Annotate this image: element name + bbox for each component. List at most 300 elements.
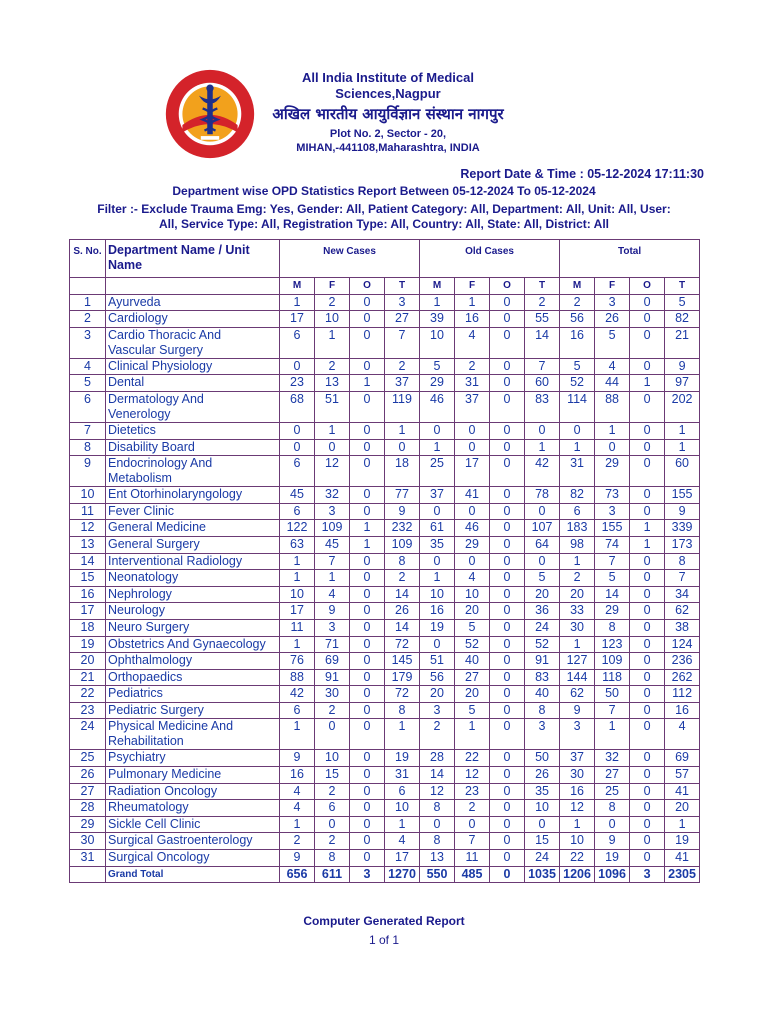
row-value: 0 [350, 850, 385, 867]
table-row [70, 391, 700, 422]
row-value: 0 [490, 375, 525, 392]
row-value: 6 [280, 702, 315, 719]
row-value: 4 [280, 783, 315, 800]
row-value: 0 [490, 750, 525, 767]
row-value: 0 [350, 767, 385, 784]
row-value: 20 [420, 686, 455, 703]
computer-generated-note: Computer Generated Report [303, 914, 465, 928]
row-value: 155 [595, 520, 630, 537]
address-line2: MIHAN,-441108,Maharashtra, INDIA [296, 142, 480, 154]
table-row [70, 850, 700, 867]
row-value: 0 [630, 586, 665, 603]
row-value: 119 [385, 391, 420, 422]
row-value: 0 [350, 422, 385, 439]
grand-total-label: Grand Total [106, 866, 280, 883]
row-value: 0 [350, 487, 385, 504]
row-value: 12 [560, 800, 595, 817]
row-value: 3 [315, 503, 350, 520]
row-value: 8 [420, 833, 455, 850]
subcol-header: T [665, 278, 700, 295]
row-value: 1 [350, 520, 385, 537]
row-value: 31 [455, 375, 490, 392]
row-value: 9 [280, 750, 315, 767]
row-value: 10 [560, 833, 595, 850]
row-value: 62 [665, 603, 700, 620]
row-value: 2 [315, 833, 350, 850]
row-value: 20 [665, 800, 700, 817]
table-row [70, 783, 700, 800]
row-value: 0 [455, 503, 490, 520]
row-sno: 10 [70, 487, 106, 504]
row-value: 8 [595, 800, 630, 817]
row-value: 8 [385, 702, 420, 719]
row-value: 56 [560, 311, 595, 328]
row-value: 2 [315, 294, 350, 311]
row-department: Neurology [106, 603, 280, 620]
address-line1: Plot No. 2, Sector - 20, [329, 128, 447, 140]
row-sno: 27 [70, 783, 106, 800]
row-value: 11 [280, 619, 315, 636]
row-value: 2 [525, 294, 560, 311]
row-value: 77 [385, 487, 420, 504]
row-department: Orthopaedics [106, 669, 280, 686]
row-value: 4 [455, 570, 490, 587]
row-value: 23 [280, 375, 315, 392]
row-value: 1 [665, 422, 700, 439]
grand-total-row [70, 866, 700, 883]
row-value: 0 [350, 570, 385, 587]
row-value: 16 [420, 603, 455, 620]
row-sno: 1 [70, 294, 106, 311]
row-value: 0 [350, 833, 385, 850]
row-value: 2 [560, 570, 595, 587]
table-row [70, 719, 700, 750]
row-value: 0 [490, 311, 525, 328]
row-department: Clinical Physiology [106, 358, 280, 375]
row-value: 0 [420, 636, 455, 653]
table-row [70, 327, 700, 358]
sno-header: S. No. [70, 240, 106, 278]
row-value: 0 [350, 327, 385, 358]
row-value: 0 [525, 503, 560, 520]
row-value: 69 [315, 653, 350, 670]
row-department: Cardio Thoracic And Vascular Surgery [106, 327, 280, 358]
row-department: Dermatology And Venerology [106, 391, 280, 422]
row-value: 179 [385, 669, 420, 686]
row-value: 1 [315, 327, 350, 358]
row-sno: 26 [70, 767, 106, 784]
row-value: 9 [315, 603, 350, 620]
row-value: 114 [560, 391, 595, 422]
row-value: 29 [595, 456, 630, 487]
row-value: 118 [595, 669, 630, 686]
row-value: 0 [595, 439, 630, 456]
row-value: 17 [385, 850, 420, 867]
row-value: 2 [315, 702, 350, 719]
row-sno: 4 [70, 358, 106, 375]
row-value: 16 [560, 327, 595, 358]
row-value: 0 [630, 487, 665, 504]
row-value: 4 [280, 800, 315, 817]
row-value: 0 [350, 503, 385, 520]
row-value: 4 [455, 327, 490, 358]
row-value: 72 [385, 686, 420, 703]
row-value: 0 [630, 719, 665, 750]
row-value: 16 [665, 702, 700, 719]
row-value: 1 [420, 294, 455, 311]
row-value: 0 [490, 456, 525, 487]
row-value: 123 [595, 636, 630, 653]
row-department: Pediatric Surgery [106, 702, 280, 719]
table-row [70, 833, 700, 850]
row-value: 0 [630, 669, 665, 686]
row-value: 107 [525, 520, 560, 537]
row-value: 6 [280, 456, 315, 487]
row-value: 18 [385, 456, 420, 487]
row-value: 37 [385, 375, 420, 392]
row-value: 0 [490, 669, 525, 686]
row-value: 3 [385, 294, 420, 311]
row-value: 0 [490, 586, 525, 603]
row-value: 15 [525, 833, 560, 850]
row-value: 3 [420, 702, 455, 719]
row-sno: 16 [70, 586, 106, 603]
row-value: 6 [280, 327, 315, 358]
table-row [70, 702, 700, 719]
row-value: 44 [595, 375, 630, 392]
row-value: 1 [455, 294, 490, 311]
row-value: 2 [455, 800, 490, 817]
subcol-header: O [490, 278, 525, 295]
row-value: 339 [665, 520, 700, 537]
row-value: 1 [385, 719, 420, 750]
row-value: 52 [560, 375, 595, 392]
row-value: 10 [455, 586, 490, 603]
row-value: 30 [315, 686, 350, 703]
row-value: 24 [525, 619, 560, 636]
row-value: 19 [595, 850, 630, 867]
subcol-header: O [350, 278, 385, 295]
row-value: 20 [455, 686, 490, 703]
row-value: 11 [455, 850, 490, 867]
row-value: 0 [630, 767, 665, 784]
row-value: 50 [525, 750, 560, 767]
table-row [70, 358, 700, 375]
row-value: 10 [315, 750, 350, 767]
row-value: 0 [490, 702, 525, 719]
page-number: 1 of 1 [368, 933, 400, 947]
row-value: 0 [490, 833, 525, 850]
row-value: 0 [385, 439, 420, 456]
table-row [70, 553, 700, 570]
row-value: 37 [455, 391, 490, 422]
row-value: 2 [385, 570, 420, 587]
row-department: Fever Clinic [106, 503, 280, 520]
row-sno: 22 [70, 686, 106, 703]
row-sno: 11 [70, 503, 106, 520]
row-value: 1 [665, 816, 700, 833]
row-value: 41 [665, 783, 700, 800]
row-value: 0 [350, 439, 385, 456]
row-value: 0 [490, 719, 525, 750]
row-value: 7 [665, 570, 700, 587]
row-value: 0 [280, 439, 315, 456]
row-value: 17 [455, 456, 490, 487]
row-department: Rheumatology [106, 800, 280, 817]
row-value: 0 [490, 553, 525, 570]
row-value: 14 [385, 586, 420, 603]
row-value: 1 [420, 570, 455, 587]
row-value: 20 [560, 586, 595, 603]
row-value: 52 [455, 636, 490, 653]
row-value: 0 [350, 636, 385, 653]
row-value: 8 [595, 619, 630, 636]
row-value: 42 [525, 456, 560, 487]
row-value: 37 [560, 750, 595, 767]
row-value: 0 [420, 422, 455, 439]
row-value: 4 [595, 358, 630, 375]
row-value: 10 [420, 327, 455, 358]
row-value: 0 [630, 294, 665, 311]
row-value: 37 [420, 487, 455, 504]
row-department: Sickle Cell Clinic [106, 816, 280, 833]
row-value: 0 [350, 750, 385, 767]
row-value: 0 [630, 391, 665, 422]
subcol-header: O [630, 278, 665, 295]
row-value: 3 [315, 619, 350, 636]
row-value: 31 [560, 456, 595, 487]
row-value: 1 [560, 636, 595, 653]
row-value: 144 [560, 669, 595, 686]
row-value: 0 [315, 816, 350, 833]
row-value: 22 [560, 850, 595, 867]
row-sno: 30 [70, 833, 106, 850]
row-value: 78 [525, 487, 560, 504]
row-value: 0 [630, 833, 665, 850]
row-value: 32 [315, 487, 350, 504]
row-value: 5 [420, 358, 455, 375]
row-value: 2 [315, 358, 350, 375]
row-value: 1 [350, 375, 385, 392]
table-row [70, 603, 700, 620]
row-value: 1 [525, 439, 560, 456]
institute-name-line2: Sciences,Nagpur [335, 86, 441, 101]
row-value: 0 [630, 702, 665, 719]
row-value: 13 [420, 850, 455, 867]
row-value: 51 [420, 653, 455, 670]
row-value: 0 [490, 391, 525, 422]
row-value: 0 [455, 816, 490, 833]
row-value: 9 [385, 503, 420, 520]
row-value: 2 [315, 783, 350, 800]
row-value: 83 [525, 391, 560, 422]
row-value: 0 [525, 553, 560, 570]
row-value: 0 [490, 783, 525, 800]
row-value: 29 [420, 375, 455, 392]
row-value: 52 [525, 636, 560, 653]
row-value: 30 [560, 619, 595, 636]
filter-line2: All, Service Type: All, Registration Type: All, Country: All, State: All, District: All [158, 217, 610, 231]
table-row [70, 487, 700, 504]
row-value: 4 [665, 719, 700, 750]
row-value: 1 [280, 719, 315, 750]
row-department: Ent Otorhinolaryngology [106, 487, 280, 504]
row-value: 10 [385, 800, 420, 817]
row-sno: 21 [70, 669, 106, 686]
row-value: 0 [350, 619, 385, 636]
row-value: 0 [490, 653, 525, 670]
report-date-time: Report Date & Time : 05-12-2024 17:11:30 [460, 167, 704, 181]
row-department: Neonatology [106, 570, 280, 587]
row-value: 124 [665, 636, 700, 653]
row-value: 0 [350, 719, 385, 750]
row-value: 0 [490, 294, 525, 311]
institute-name-line1: All India Institute of Medical [302, 70, 474, 85]
row-value: 14 [385, 619, 420, 636]
row-value: 20 [525, 586, 560, 603]
row-value: 29 [595, 603, 630, 620]
subcolumn-header-row [70, 278, 700, 295]
subcol-header: F [455, 278, 490, 295]
row-value: 9 [560, 702, 595, 719]
table-row [70, 686, 700, 703]
institute-name-hindi: अखिल भारतीय आयुर्विज्ञान संस्थान नागपुर [272, 105, 504, 123]
grand-total-value: 485 [455, 866, 490, 883]
row-department: Cardiology [106, 311, 280, 328]
grand-total-value: 1270 [385, 866, 420, 883]
row-value: 236 [665, 653, 700, 670]
row-value: 0 [455, 439, 490, 456]
aiims-logo [164, 68, 256, 160]
row-value: 63 [280, 536, 315, 553]
row-value: 0 [490, 619, 525, 636]
grand-total-value: 656 [280, 866, 315, 883]
grand-total-value: 1206 [560, 866, 595, 883]
row-value: 22 [455, 750, 490, 767]
table-row [70, 767, 700, 784]
row-value: 41 [665, 850, 700, 867]
row-value: 1 [560, 816, 595, 833]
row-value: 173 [665, 536, 700, 553]
row-value: 7 [315, 553, 350, 570]
row-value: 83 [525, 669, 560, 686]
row-value: 10 [420, 586, 455, 603]
row-value: 27 [385, 311, 420, 328]
row-value: 0 [350, 294, 385, 311]
row-value: 74 [595, 536, 630, 553]
row-value: 98 [560, 536, 595, 553]
row-value: 41 [455, 487, 490, 504]
row-sno: 2 [70, 311, 106, 328]
row-sno: 19 [70, 636, 106, 653]
table-row [70, 816, 700, 833]
row-value: 0 [350, 586, 385, 603]
row-value: 4 [315, 586, 350, 603]
row-department: Psychiatry [106, 750, 280, 767]
row-sno: 28 [70, 800, 106, 817]
row-value: 0 [490, 570, 525, 587]
row-sno: 8 [70, 439, 106, 456]
row-value: 91 [525, 653, 560, 670]
row-value: 1 [280, 294, 315, 311]
grand-total-value: 550 [420, 866, 455, 883]
row-value: 145 [385, 653, 420, 670]
row-value: 20 [455, 603, 490, 620]
table-row [70, 536, 700, 553]
row-value: 1 [560, 553, 595, 570]
row-value: 7 [595, 553, 630, 570]
row-value: 88 [595, 391, 630, 422]
table-row [70, 586, 700, 603]
row-value: 1 [385, 422, 420, 439]
row-value: 0 [630, 570, 665, 587]
row-value: 0 [350, 358, 385, 375]
row-value: 2 [455, 358, 490, 375]
table-row [70, 750, 700, 767]
grand-total-value: 1096 [595, 866, 630, 883]
row-value: 16 [280, 767, 315, 784]
table-row [70, 503, 700, 520]
row-value: 109 [595, 653, 630, 670]
row-value: 3 [595, 294, 630, 311]
row-value: 0 [630, 619, 665, 636]
row-value: 8 [385, 553, 420, 570]
row-sno: 31 [70, 850, 106, 867]
row-value: 155 [665, 487, 700, 504]
subcol-header: F [315, 278, 350, 295]
row-value: 61 [420, 520, 455, 537]
row-value: 262 [665, 669, 700, 686]
row-value: 6 [385, 783, 420, 800]
row-value: 0 [490, 850, 525, 867]
row-value: 1 [560, 439, 595, 456]
row-sno: 14 [70, 553, 106, 570]
row-value: 0 [525, 422, 560, 439]
row-value: 32 [595, 750, 630, 767]
row-value: 1 [630, 520, 665, 537]
row-department: Dietetics [106, 422, 280, 439]
row-value: 8 [665, 553, 700, 570]
table-row [70, 294, 700, 311]
row-value: 36 [525, 603, 560, 620]
row-sno: 3 [70, 327, 106, 358]
row-value: 0 [350, 783, 385, 800]
group-header-row [70, 240, 700, 278]
row-value: 0 [630, 422, 665, 439]
subcol-header: F [595, 278, 630, 295]
table-row [70, 619, 700, 636]
old-cases-header: Old Cases [420, 240, 560, 278]
row-sno: 5 [70, 375, 106, 392]
row-sno: 23 [70, 702, 106, 719]
row-value: 7 [455, 833, 490, 850]
row-value: 97 [665, 375, 700, 392]
row-value: 33 [560, 603, 595, 620]
subcol-header: T [385, 278, 420, 295]
row-value: 3 [560, 719, 595, 750]
row-sno: 25 [70, 750, 106, 767]
new-cases-header: New Cases [280, 240, 420, 278]
row-value: 1 [315, 422, 350, 439]
row-value: 112 [665, 686, 700, 703]
row-sno: 6 [70, 391, 106, 422]
row-value: 25 [420, 456, 455, 487]
row-value: 0 [490, 686, 525, 703]
row-value: 7 [595, 702, 630, 719]
row-value: 68 [280, 391, 315, 422]
row-value: 50 [595, 686, 630, 703]
row-value: 0 [490, 487, 525, 504]
